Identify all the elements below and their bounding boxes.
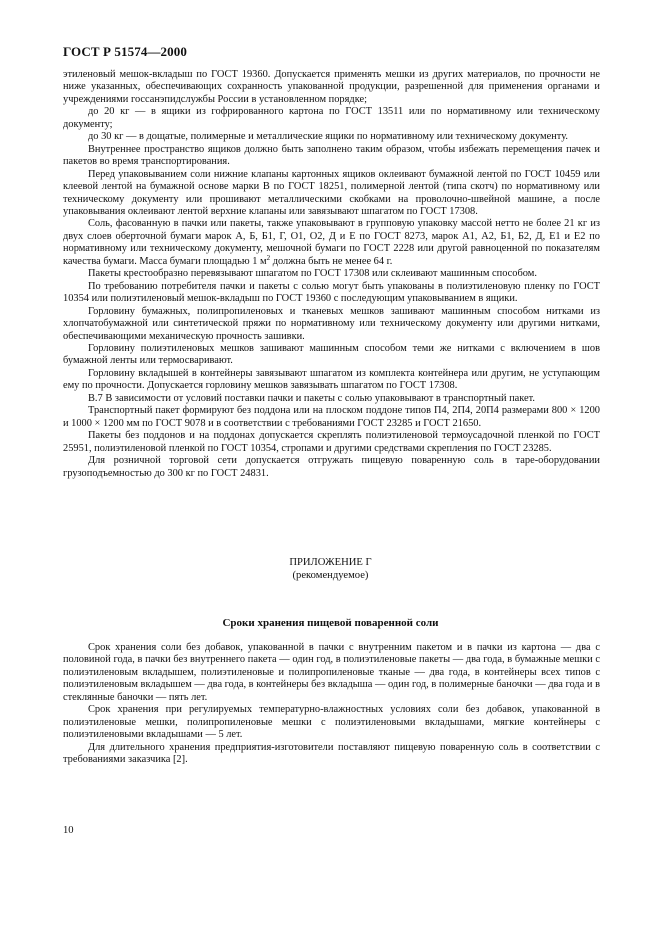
storage-section [63, 642, 600, 767]
appendix-status: (рекомендуемое) [292, 569, 369, 581]
paragraph-paper-mass [63, 218, 600, 268]
appendix-title: Сроки хранения пищевой поваренной соли [222, 617, 439, 629]
paragraph-text-tail: должна быть не менее 64 г. [270, 255, 393, 267]
paragraph: Для длительного хранения предприятия-изготовители поставляют пищевую поваренную соль в соответствии с требованиями заказчика [2]. [63, 741, 600, 766]
paragraph: Горловину полиэтиленовых мешков зашивают машинным способом теми же нитками с включением в шов бумажной ленты или термосваривают. [63, 342, 600, 367]
paragraph: Для розничной торговой сети допускается отгружать пищевую поваренную соль в таре-оборудовании грузоподъемностью до 300 кг по ГОСТ 24831. [63, 455, 600, 479]
appendix-label: ПРИЛОЖЕНИЕ Г [289, 557, 372, 568]
paragraph: Срок хранения при регулируемых температурно-влажностных условиях соли без добавок, упакованной в полиэтиленовые мешки, полипропиленовые мешки с полиэтиленовыми вкладышами, мягкие контейнеры с полиэтиленовыми вкладышами — 5 лет. [63, 704, 600, 741]
paragraph: По требованию потребителя пачки и пакеты с солью могут быть упакованы в полиэтиленовую пленку по ГОСТ 10354 или полиэтиленовый мешок-вкладыш по ГОСТ 19360 с последующим упаковыванием в ящики. [63, 280, 600, 305]
paragraph: Пакеты крестообразно перевязывают шпагатом по ГОСТ 17308 или склеивают машинным способом. [88, 268, 537, 280]
paragraph: Внутреннее пространство ящиков должно быть заполнено таким образом, чтобы избежать перемещения пачек и пакетов во время транспортирования. [63, 143, 600, 168]
paragraph: до 20 кг — в ящики из гофрированного картона по ГОСТ 13511 или по нормативному или техническому документу; [63, 106, 600, 130]
paragraph: Пакеты без поддонов и на поддонах допускается скреплять полиэтиленовой термоусадочной пленкой по ГОСТ 25951, полиэтиленовой пленкой по ГОСТ 10354, стропами и другими средствами скрепления по ГОСТ 23285. [63, 430, 600, 454]
paragraph: до 30 кг — в дощатые, полимерные и металлические ящики по нормативному или техническому документу. [88, 131, 568, 143]
paragraph: Транспортный пакет формируют без поддона или на плоском поддоне типов П4, 2П4, 20П4 размерами 800 × 1200 и 1000 × 1200 мм по ГОСТ 9078 и в соответствии с требованиями ГОСТ 23285 и ГОСТ 21650. [63, 405, 600, 429]
superscript: 2 [266, 253, 271, 262]
paragraph: Горловину бумажных, полипропиленовых и тканевых мешков зашивают машинным способом нитками из хлопчатобумажной или синтетической пряжи по нормативному или техническому документу или другими нитками, обеспечивающими механическую прочность зашивки. [63, 305, 600, 342]
paragraph: Перед упаковыванием соли нижние клапаны картонных ящиков оклеивают бумажной лентой по ГОСТ 10459 или клеевой лентой на бумажной основе марки В по ГОСТ 18251, полимерной лентой (типа скотч) по нормативному или техническому документу или прошивают металлическими скобками на проволочно-швейной машине, а после упаковывания оклеивают лентой верхние клапаны или завязывают шпагатом по ГОСТ 17308. [63, 168, 600, 217]
paragraph-text: Соль, фасованную в пачки или пакеты, также упаковывают в групповую упаковку массой нетто не более 21 кг из двух слоев оберточной бумаги марок А, Б, Б1, Г, О1, О2, Д и Е по ГОСТ 8273, марок А1, А2, Б1, Б2, Д, Е1 и Е2 по нормативному или техническому документу, мешочной бумаги по ГОСТ 2228 или другой равноценной по показателям качества бумаги. Масса бумаги площадью 1 м [63, 218, 600, 267]
paragraph: Горловину вкладышей в контейнеры завязывают шпагатом из комплекта контейнера или другим, не уступающим ему по прочности. Допускается горловину мешков завязывать шпагатом по ГОСТ 17308. [63, 367, 600, 392]
paragraph: В.7 В зависимости от условий поставки пачки и пакеты с солью упаковывают в транспортный пакет. [88, 392, 536, 404]
document-header-id: ГОСТ Р 51574—2000 [63, 44, 187, 59]
page-number: 10 [63, 825, 74, 836]
paragraph: Срок хранения соли без добавок, упакованной в пачки с внутренним пакетом и в пачки из картона — два с половиной года, в пачки без внутреннего пакета — один год, в полиэтиленовые пакеты — два года, в бумажные мешки с полиэтиленовым вкладышем, полиэтиленовые и полипропиленовые тканые — два года, в контейнеры всех типов с полиэтиленовым вкладышем — два года, в контейнеры без вкладыша — один год, в полимерные баночки — два года и в стеклянные баночки — пять лет. [63, 642, 600, 703]
packaging-section [63, 69, 600, 480]
appendix-heading [0, 557, 661, 582]
paragraph: этиленовый мешок-вкладыш по ГОСТ 19360. Допускается применять мешки из других материалов, по прочности не ниже указанных, обеспечивающих сохранность упакованной продукции, разрешенной для применения органами и учреждениями госсанэпидслужбы России в установленном порядке; [63, 69, 600, 105]
